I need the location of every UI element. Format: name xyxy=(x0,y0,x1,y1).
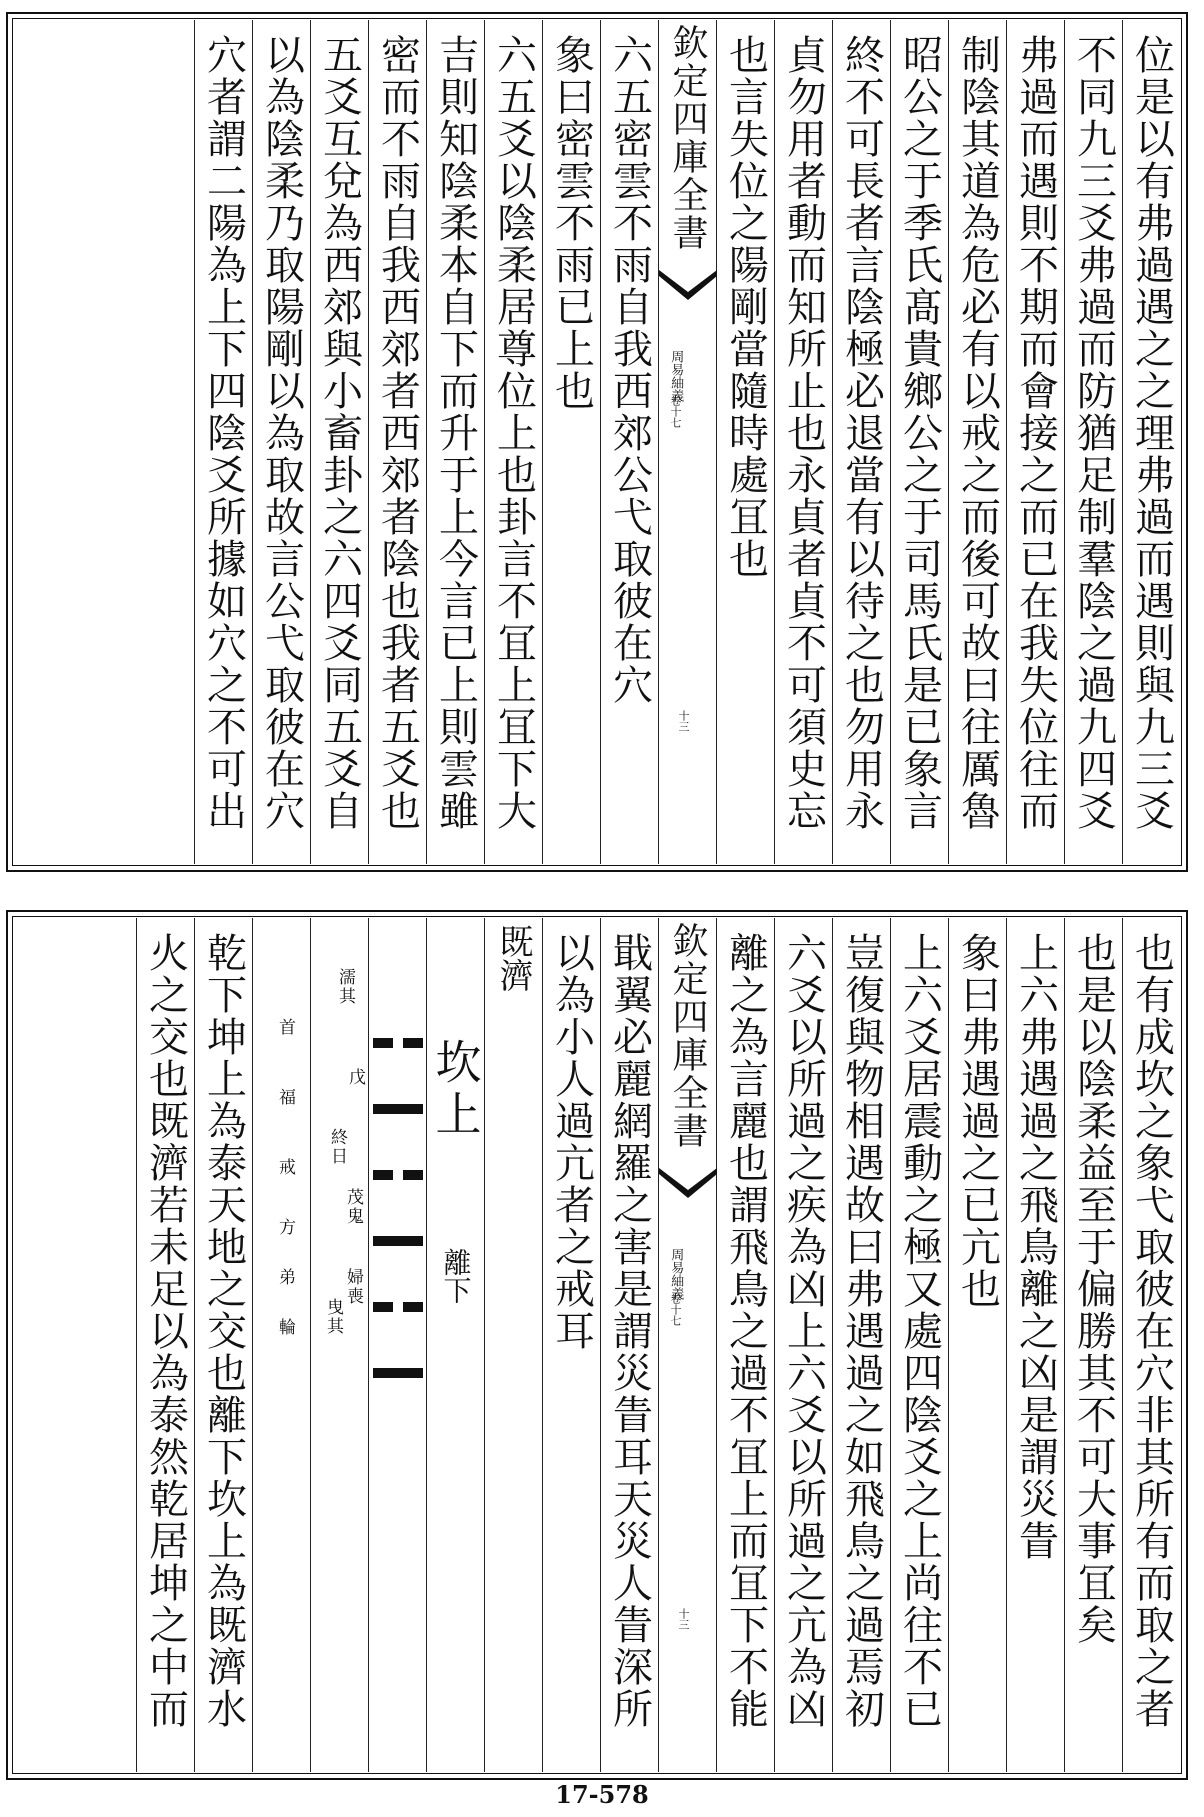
column-text: 昭公之于季氏髙貴鄉公之于司馬氏是已象言 xyxy=(896,34,943,832)
text-column xyxy=(600,20,658,864)
column-text: 以為小人過亢者之戒耳 xyxy=(548,932,595,1352)
note-text: 戒 xyxy=(275,1158,295,1177)
column-text: 象曰密雲不雨已上也 xyxy=(548,34,595,412)
hexagram-name-column xyxy=(484,918,542,1772)
text-column xyxy=(890,20,948,864)
note-text: 福 xyxy=(275,1088,295,1107)
column-text: 火之交也既濟若未足以為泰然乾居坤之中而 xyxy=(142,932,189,1730)
column-text: 吉則知陰柔本自下而升于上今言已上則雲雖 xyxy=(432,34,479,832)
bottom-columns xyxy=(14,918,1180,1772)
text-column xyxy=(1122,20,1180,864)
text-column xyxy=(542,918,600,1772)
text-column xyxy=(774,20,832,864)
yin-line xyxy=(373,1170,423,1180)
text-column xyxy=(716,20,774,864)
text-column xyxy=(832,918,890,1772)
column-text: 五爻互兌為西郊與小畜卦之六四爻同五爻自 xyxy=(316,34,363,832)
column-text: 戢翼必麗網羅之害是謂災眚耳天災人眚深所 xyxy=(606,932,653,1730)
column-text: 象曰弗遇過之已亢也 xyxy=(954,932,1001,1310)
text-column xyxy=(890,918,948,1772)
text-column xyxy=(484,20,542,864)
blank-column xyxy=(14,918,136,1772)
yang-line xyxy=(373,1236,423,1246)
column-text: 終不可長者言陰極必退當有以待之也勿用永 xyxy=(838,34,885,832)
text-column xyxy=(368,20,426,864)
note-text: 弟 xyxy=(275,1268,295,1287)
column-text: 上六弗遇過之飛鳥離之凶是謂災眚 xyxy=(1012,932,1059,1562)
text-column xyxy=(1006,20,1064,864)
note-text: 濡其 xyxy=(335,968,355,1006)
text-column xyxy=(194,20,252,864)
upper-trigram-label: 坎上 xyxy=(428,1038,483,1142)
yin-line xyxy=(373,1038,423,1048)
book-title-column xyxy=(658,20,716,864)
column-text: 離之為言麗也謂飛鳥之過不冝上而冝下不能 xyxy=(722,932,769,1730)
work-title: 周易紬義 xyxy=(668,1248,684,1300)
blank-column xyxy=(14,20,194,864)
text-column xyxy=(194,918,252,1772)
text-column xyxy=(252,20,310,864)
book-title-column xyxy=(658,918,716,1772)
column-text: 上六爻居震動之極又處四陰爻之上尚往不已 xyxy=(896,932,943,1730)
top-columns xyxy=(14,20,1180,864)
column-text: 也是以陰柔益至于偏勝其不可大事冝矣 xyxy=(1070,932,1117,1646)
volume-label: 卷十七 xyxy=(669,1293,682,1326)
hexagram-lines xyxy=(373,1038,423,1434)
column-text: 穴者謂二陽為上下四陰爻所據如穴之不可出 xyxy=(200,34,247,832)
text-column xyxy=(1006,918,1064,1772)
column-text: 六爻以所過之疾為凶上六爻以所過之亢為凶 xyxy=(780,932,827,1730)
hexagram-figure xyxy=(368,918,426,1772)
text-column xyxy=(716,918,774,1772)
column-text: 以為陰柔乃取陽剛以為取故言公弋取彼在穴 xyxy=(258,34,305,832)
text-column xyxy=(948,918,1006,1772)
hexagram-name: 既濟 xyxy=(493,924,533,992)
lower-trigram-label: 離下 xyxy=(439,1248,473,1304)
page-footer: 17-578 xyxy=(555,1780,649,1809)
bottom-page xyxy=(6,910,1188,1780)
column-text: 不同九三爻弗過而防猶足制羣陰之過九四爻 xyxy=(1070,34,1117,832)
column-text: 貞勿用者動而知所止也永貞者貞不可須史忘 xyxy=(780,34,827,832)
hexagram-trigram-labels xyxy=(426,918,484,1772)
text-column xyxy=(774,918,832,1772)
note-text: 茂鬼 xyxy=(343,1188,363,1226)
note-text: 輪 xyxy=(275,1318,295,1337)
text-column xyxy=(136,918,194,1772)
fish-tail-mark-icon xyxy=(659,1168,717,1208)
column-text: 也有成坎之象弋取彼在穴非其所有而取之者 xyxy=(1128,932,1175,1730)
yin-line xyxy=(373,1302,423,1312)
text-column xyxy=(832,20,890,864)
column-text: 位是以有弗過遇之之理弗過而遇則與九三爻 xyxy=(1128,34,1175,832)
yang-line xyxy=(373,1368,423,1378)
column-text: 六五爻以陰柔居尊位上也卦言不冝上冝下大 xyxy=(490,34,537,832)
text-column xyxy=(1064,918,1122,1772)
book-title: 欽定四庫全書 xyxy=(667,922,708,1150)
column-text: 密而不雨自我西郊者西郊者陰也我者五爻也 xyxy=(374,34,421,832)
note-text: 戊 xyxy=(345,1068,365,1087)
yang-line xyxy=(373,1104,423,1114)
fish-tail-mark-icon xyxy=(659,270,717,310)
volume-label: 卷十七 xyxy=(669,395,682,428)
column-text: 乾下坤上為泰天地之交也離下坎上為既濟水 xyxy=(200,932,247,1730)
column-text: 制陰其道為危必有以戒之而後可故曰往厲魯 xyxy=(954,34,1001,832)
column-text: 豈復與物相遇故曰弗遇過之如飛鳥之過焉初 xyxy=(838,932,885,1730)
column-text: 也言失位之陽剛當隨時處冝也 xyxy=(722,34,769,580)
note-text: 終日 xyxy=(327,1128,347,1166)
text-column xyxy=(426,20,484,864)
page-number: 十三 xyxy=(677,1608,690,1630)
note-text: 婦喪 xyxy=(343,1268,363,1306)
line-notes-column xyxy=(310,918,368,1772)
text-column xyxy=(600,918,658,1772)
work-title: 周易紬義 xyxy=(668,350,684,402)
note-text: 首 xyxy=(275,1018,295,1037)
text-column xyxy=(1122,918,1180,1772)
column-text: 六五密雲不雨自我西郊公弋取彼在穴 xyxy=(606,34,653,706)
note-text: 曳其 xyxy=(323,1298,343,1336)
page-number: 十三 xyxy=(677,710,690,732)
text-column xyxy=(1064,20,1122,864)
book-title: 欽定四庫全書 xyxy=(667,24,708,252)
text-column xyxy=(310,20,368,864)
note-text: 方 xyxy=(275,1218,295,1237)
top-page xyxy=(6,12,1188,872)
text-column xyxy=(542,20,600,864)
line-notes-column xyxy=(252,918,310,1772)
column-text: 弗過而遇則不期而會接之而已在我失位往而 xyxy=(1012,34,1059,832)
text-column xyxy=(948,20,1006,864)
